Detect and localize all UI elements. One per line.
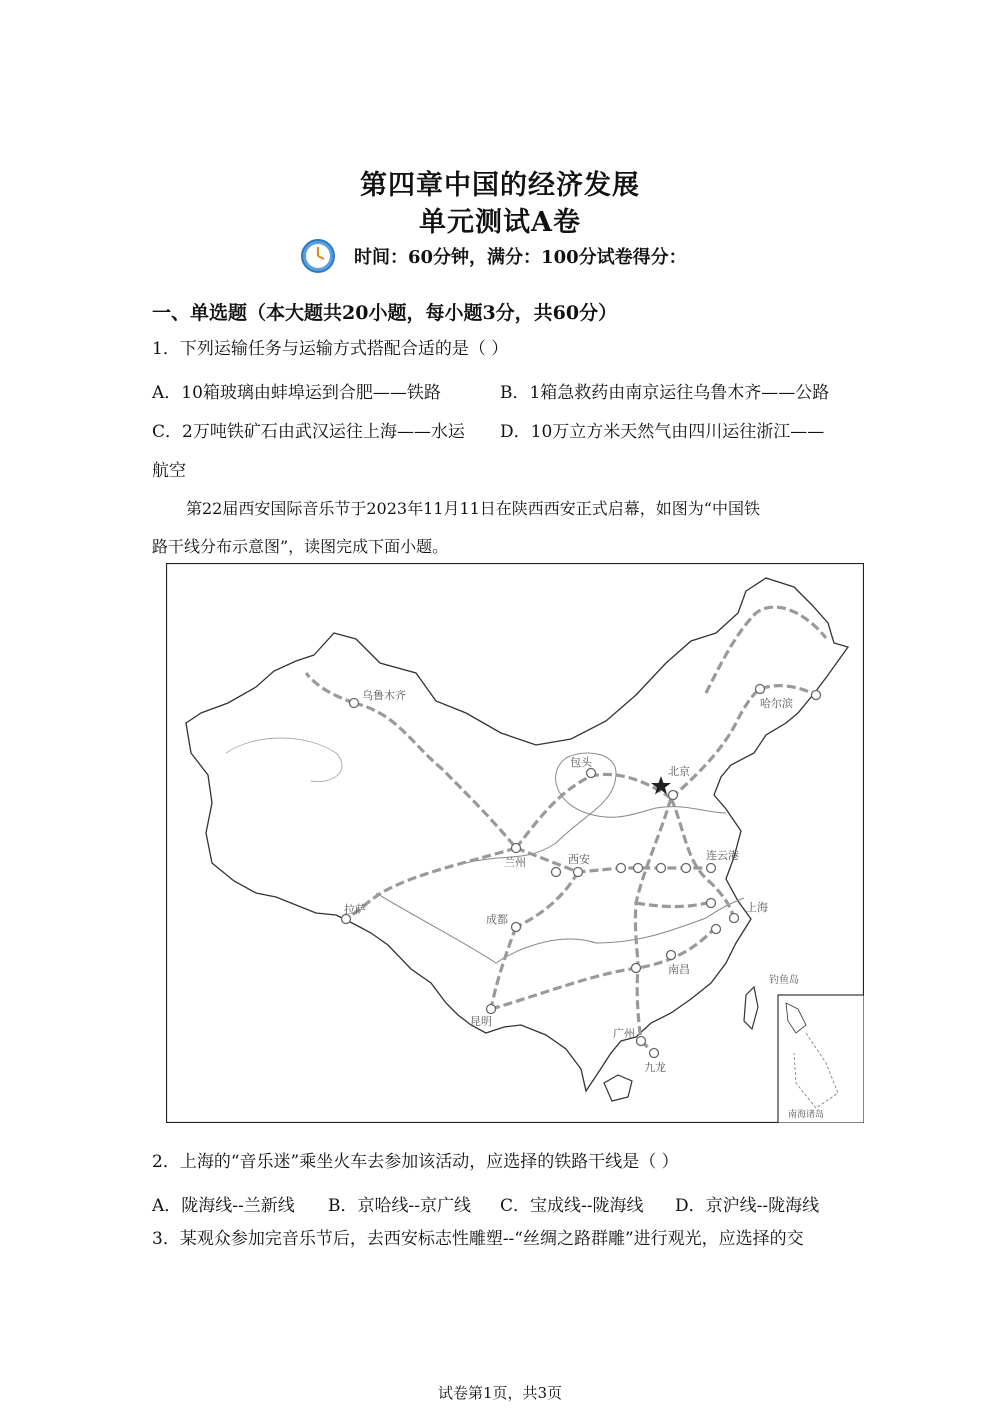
question-2-option-d: D．京沪线--陇海线 <box>675 1196 820 1216</box>
station-nanjing <box>707 899 716 908</box>
station-jiulong <box>650 1049 659 1058</box>
station-zhuzhou <box>632 964 641 973</box>
label-urumqi: 乌鲁木齐 <box>362 689 406 702</box>
page-title: 第四章中国的经济发展 <box>360 170 640 201</box>
question-2-stem: 2．上海的“音乐迷”乘坐火车去参加该活动，应选择的铁路干线是（ ） <box>152 1152 679 1172</box>
page-footer: 试卷第1页，共3页 <box>437 1384 563 1402</box>
label-lanzhou: 兰州 <box>504 856 526 869</box>
label-harbin: 哈尔滨 <box>760 697 793 710</box>
south-sea-inset <box>778 995 864 1123</box>
question-1-option-d: D．10万立方米天然气由四川运往浙江—— <box>500 422 825 442</box>
label-inset: 南海诸岛 <box>788 1110 825 1120</box>
exam-meta <box>300 236 687 276</box>
passage-line-2: 路干线分布示意图”，读图完成下面小题。 <box>152 537 449 556</box>
station-harbin <box>756 685 765 694</box>
page-subtitle: 单元测试A卷 <box>419 207 581 238</box>
station-baoji <box>552 868 561 877</box>
label-kunming: 昆明 <box>470 1015 492 1028</box>
station-guangzhou <box>637 1037 646 1046</box>
label-guangzhou: 广州 <box>613 1027 635 1040</box>
station-lanzhou <box>512 844 521 853</box>
station-urumqi <box>350 699 359 708</box>
station-suifenhe <box>812 691 821 700</box>
section-heading: 一、单选题（本大题共20小题，每小题3分，共60分） <box>152 302 618 324</box>
clock-icon <box>300 238 336 274</box>
label-chengdu: 成都 <box>486 913 508 926</box>
label-lhasa: 拉萨 <box>344 903 366 916</box>
station-baotou <box>587 769 596 778</box>
station-zhengzhou <box>634 864 643 873</box>
question-2-option-b: B．京哈线--京广线 <box>328 1196 471 1216</box>
question-1-option-a: A．10箱玻璃由蚌埠运到合肥——铁路 <box>152 383 441 403</box>
label-nanchang: 南昌 <box>668 963 690 976</box>
question-3-stem: 3．某观众参加完音乐节后，去西安标志性雕塑--“丝绸之路群雕”进行观光，应选择的交 <box>152 1229 804 1249</box>
station-beijing <box>669 791 678 800</box>
question-2-option-c: C．宝成线--陇海线 <box>500 1196 644 1216</box>
passage-line-1: 第22届西安国际音乐节于2023年11月11日在陕西西安正式启幕，如图为“中国铁 <box>186 499 760 518</box>
station-lianyungang <box>707 864 716 873</box>
china-railway-map <box>166 563 864 1123</box>
station-xuzhou-west <box>657 864 666 873</box>
question-1-option-c: C．2万吨铁矿石由武汉运往上海——水运 <box>152 422 465 442</box>
station-luoyang <box>617 864 626 873</box>
label-xian: 西安 <box>568 853 590 866</box>
label-beijing: 北京 <box>668 765 690 778</box>
station-xian <box>574 868 583 877</box>
station-chengdu <box>512 923 521 932</box>
station-xuzhou <box>682 864 691 873</box>
question-1-option-b: B．1箱急救药由南京运往乌鲁木齐——公路 <box>500 383 830 403</box>
label-diaoyu: 钓鱼岛 <box>769 975 799 986</box>
reading-passage <box>152 490 852 566</box>
label-jiulong: 九龙 <box>644 1061 666 1074</box>
station-hangzhou <box>712 925 721 934</box>
question-1-stem: 1．下列运输任务与运输方式搭配合适的是（ ） <box>152 339 509 359</box>
question-1-option-d-continued: 航空 <box>152 461 186 481</box>
station-kunming <box>487 1005 496 1014</box>
label-lianyungang: 连云港 <box>706 849 739 862</box>
exam-meta-text: 时间：60分钟，满分：100分试卷得分： <box>354 247 687 268</box>
label-shanghai: 上海 <box>746 901 768 914</box>
station-nanchang <box>667 951 676 960</box>
question-2-option-a: A．陇海线--兰新线 <box>152 1196 295 1216</box>
station-shanghai <box>730 914 739 923</box>
label-baotou: 包头 <box>570 756 592 769</box>
